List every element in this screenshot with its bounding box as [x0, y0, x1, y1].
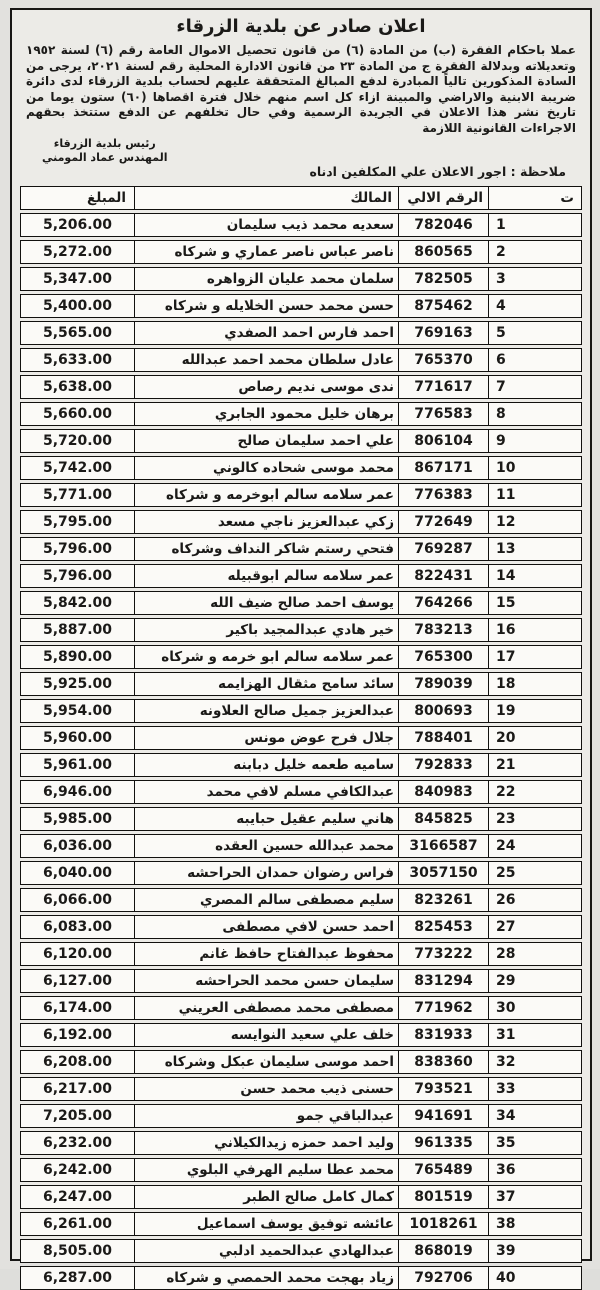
row-auto-number: 765300: [399, 646, 489, 668]
row-amount: 5,960.00: [21, 727, 135, 749]
table-row: [20, 861, 582, 885]
row-amount: 5,985.00: [21, 808, 135, 830]
row-serial: 19: [496, 703, 516, 719]
row-auto-number: 823261: [399, 889, 489, 911]
row-owner-name: سعديه محمد ذيب سليمان: [135, 214, 399, 236]
row-auto-number: 769163: [399, 322, 489, 344]
row-amount: 6,083.00: [21, 916, 135, 938]
row-owner-name: محمد موسى شحاده كالوني: [135, 457, 399, 479]
fees-note: ملاحظة : اجور الاعلان علي المكلفين ادناه: [309, 164, 566, 179]
table-row: [20, 375, 582, 399]
announcement-body-paragraph: عملا باحكام الفقرة (ب) من المادة (٦) من قانون تحصيل الاموال العامة رقم (٦) لسنة ١٩٥٢ وتعديلاته وبدلالة الفقرة ج من المادة ٢٣ من قانون الادارة المحلية رقم لسنة ٢٠٢١، يرجى من السادة المذكورين تالياً المبادرة لدفع المبالغ المتحققة عليهم لحساب بلدية الزرقاء لدى دائرة ضريبة الابنية والاراضي والمبينة ازاء كل اسم منهم خلال فترة اقصاها (٦٠) ستون يوما من تاريخ نشر هذا الاعلان في الجريدة الرسمية وفي حال تخلفهم عن الدفع ستتخذ بحقهم الاجراءات القانونية اللازمة: [26, 43, 577, 135]
row-auto-number: 782046: [399, 214, 489, 236]
row-owner-name: احمد فارس احمد الصفدي: [135, 322, 399, 344]
table-row: [20, 1212, 582, 1236]
row-amount: 6,946.00: [21, 781, 135, 803]
row-auto-number: 773222: [399, 943, 489, 965]
row-auto-number: 831294: [399, 970, 489, 992]
table-row: [20, 834, 582, 858]
row-auto-number: 831933: [399, 1024, 489, 1046]
row-owner-name: وليد احمد حمزه زيدالكيلاني: [135, 1132, 399, 1154]
row-amount: 6,174.00: [21, 997, 135, 1019]
debtors-table: [18, 186, 584, 1290]
row-auto-number: 792706: [399, 1267, 489, 1289]
row-auto-number: 782505: [399, 268, 489, 290]
table-body: [20, 213, 582, 1290]
row-owner-name: زياد بهجت محمد الحمصي و شركاه: [135, 1267, 399, 1289]
row-auto-number: 793521: [399, 1078, 489, 1100]
row-serial: 3: [496, 271, 506, 287]
row-owner-name: حسن محمد حسن الخلايله و شركاه: [135, 295, 399, 317]
row-serial: 24: [496, 838, 516, 854]
row-auto-number: 776583: [399, 403, 489, 425]
row-owner-name: فتحي رستم شاكر النداف وشركاه: [135, 538, 399, 560]
row-serial: 6: [496, 352, 506, 368]
table-row: [20, 645, 582, 669]
row-amount: 8,505.00: [21, 1240, 135, 1262]
table-row: [20, 267, 582, 291]
row-owner-name: علي احمد سليمان صالح: [135, 430, 399, 452]
signature-and-note-zone: [18, 136, 584, 182]
table-row: [20, 213, 582, 237]
table-row: [20, 807, 582, 831]
row-serial: 12: [496, 514, 516, 530]
row-auto-number: 961335: [399, 1132, 489, 1154]
row-serial: 4: [496, 298, 506, 314]
row-owner-name: حسنى ذيب محمد حسن: [135, 1078, 399, 1100]
row-owner-name: هاني سليم عقيل حبايبه: [135, 808, 399, 830]
row-amount: 6,208.00: [21, 1051, 135, 1073]
row-serial: 27: [496, 919, 516, 935]
row-amount: 5,272.00: [21, 241, 135, 263]
row-amount: 5,565.00: [21, 322, 135, 344]
row-serial: 5: [496, 325, 506, 341]
row-amount: 5,842.00: [21, 592, 135, 614]
table-row: [20, 564, 582, 588]
row-serial: 9: [496, 433, 506, 449]
row-auto-number: 771617: [399, 376, 489, 398]
row-auto-number: 772649: [399, 511, 489, 533]
row-amount: 6,120.00: [21, 943, 135, 965]
table-row: [20, 591, 582, 615]
table-row: [20, 321, 582, 345]
row-serial: 38: [496, 1216, 516, 1232]
row-amount: 6,247.00: [21, 1186, 135, 1208]
row-serial: 2: [496, 244, 506, 260]
row-owner-name: ساميه طعمه خليل دبابنه: [135, 754, 399, 776]
row-owner-name: عادل سلطان محمد احمد عبدالله: [135, 349, 399, 371]
table-row: [20, 510, 582, 534]
table-row: [20, 429, 582, 453]
row-amount: 5,720.00: [21, 430, 135, 452]
table-row: [20, 402, 582, 426]
row-serial: 33: [496, 1081, 516, 1097]
table-row: [20, 969, 582, 993]
row-serial: 14: [496, 568, 516, 584]
row-serial: 30: [496, 1000, 516, 1016]
row-owner-name: محفوظ عبدالفتاح حافظ غانم: [135, 943, 399, 965]
row-auto-number: 764266: [399, 592, 489, 614]
row-owner-name: احمد موسى سليمان عبكل وشركاه: [135, 1051, 399, 1073]
row-auto-number: 875462: [399, 295, 489, 317]
table-row: [20, 537, 582, 561]
row-amount: 5,890.00: [21, 646, 135, 668]
row-auto-number: 765370: [399, 349, 489, 371]
row-auto-number: 806104: [399, 430, 489, 452]
header-serial: ت: [560, 190, 574, 206]
row-owner-name: عبدالكافي مسلم لافي محمد: [135, 781, 399, 803]
row-serial: 17: [496, 649, 516, 665]
row-owner-name: عبدالباقي جمو: [135, 1105, 399, 1127]
row-amount: 5,206.00: [21, 214, 135, 236]
row-serial: 22: [496, 784, 516, 800]
row-amount: 5,771.00: [21, 484, 135, 506]
table-row: [20, 996, 582, 1020]
row-auto-number: 776383: [399, 484, 489, 506]
row-auto-number: 789039: [399, 673, 489, 695]
row-auto-number: 868019: [399, 1240, 489, 1262]
row-auto-number: 800693: [399, 700, 489, 722]
row-serial: 16: [496, 622, 516, 638]
table-row: [20, 618, 582, 642]
row-owner-name: عمر سلامه سالم ابوخرمه و شركاه: [135, 484, 399, 506]
row-amount: 6,036.00: [21, 835, 135, 857]
table-row: [20, 1239, 582, 1263]
row-serial: 37: [496, 1189, 516, 1205]
row-amount: 5,795.00: [21, 511, 135, 533]
row-owner-name: عائشه توفيق يوسف اسماعيل: [135, 1213, 399, 1235]
row-amount: 6,232.00: [21, 1132, 135, 1154]
row-amount: 5,400.00: [21, 295, 135, 317]
row-owner-name: عبدالهادي عبدالحميد ادلبي: [135, 1240, 399, 1262]
row-serial: 21: [496, 757, 516, 773]
table-row: [20, 780, 582, 804]
row-serial: 39: [496, 1243, 516, 1259]
row-serial: 13: [496, 541, 516, 557]
row-amount: 6,217.00: [21, 1078, 135, 1100]
row-amount: 5,633.00: [21, 349, 135, 371]
row-owner-name: خلف علي سعيد النوايسه: [135, 1024, 399, 1046]
row-amount: 5,347.00: [21, 268, 135, 290]
table-row: [20, 240, 582, 264]
row-owner-name: فراس رضوان حمدان الحراحشه: [135, 862, 399, 884]
row-serial: 31: [496, 1027, 516, 1043]
table-row: [20, 1023, 582, 1047]
row-owner-name: عبدالعزيز جميل صالح العلاونه: [135, 700, 399, 722]
row-amount: 5,638.00: [21, 376, 135, 398]
row-owner-name: كمال كامل صالح الطبر: [135, 1186, 399, 1208]
row-serial: 15: [496, 595, 516, 611]
table-row: [20, 294, 582, 318]
row-serial: 28: [496, 946, 516, 962]
row-auto-number: 822431: [399, 565, 489, 587]
row-owner-name: سلمان محمد عليان الزواهره: [135, 268, 399, 290]
row-owner-name: يوسف احمد صالح ضيف الله: [135, 592, 399, 614]
row-owner-name: عمر سلامه سالم ابوقبيله: [135, 565, 399, 587]
row-auto-number: 783213: [399, 619, 489, 641]
row-auto-number: 941691: [399, 1105, 489, 1127]
table-row: [20, 699, 582, 723]
signature-title: رئيس بلدية الزرقاء: [53, 137, 156, 150]
header-auto-number: الرقم الالي: [399, 187, 489, 209]
row-amount: 5,954.00: [21, 700, 135, 722]
row-serial: 40: [496, 1270, 516, 1286]
signature-name: المهندس عماد المومني: [42, 151, 168, 164]
row-auto-number: 771962: [399, 997, 489, 1019]
row-auto-number: 845825: [399, 808, 489, 830]
row-serial: 25: [496, 865, 516, 881]
row-serial: 23: [496, 811, 516, 827]
row-amount: 6,040.00: [21, 862, 135, 884]
row-amount: 7,205.00: [21, 1105, 135, 1127]
row-auto-number: 838360: [399, 1051, 489, 1073]
row-auto-number: 840983: [399, 781, 489, 803]
row-serial: 20: [496, 730, 516, 746]
table-row: [20, 888, 582, 912]
row-auto-number: 860565: [399, 241, 489, 263]
table-row: [20, 1104, 582, 1128]
row-auto-number: 825453: [399, 916, 489, 938]
row-serial: 29: [496, 973, 516, 989]
row-owner-name: محمد عطا سليم الهرفي البلوي: [135, 1159, 399, 1181]
row-amount: 6,242.00: [21, 1159, 135, 1181]
table-header-row: [20, 186, 582, 210]
row-serial: 26: [496, 892, 516, 908]
row-serial: 34: [496, 1108, 516, 1124]
signature-block: [42, 137, 168, 165]
table-row: [20, 348, 582, 372]
row-owner-name: احمد حسن لافي مصطفى: [135, 916, 399, 938]
table-row: [20, 726, 582, 750]
row-owner-name: سليم مصطفى سالم المصري: [135, 889, 399, 911]
row-auto-number: 3166587: [399, 835, 489, 857]
row-serial: 18: [496, 676, 516, 692]
row-owner-name: خير هادي عبدالمجيد باكير: [135, 619, 399, 641]
table-row: [20, 672, 582, 696]
table-row: [20, 1158, 582, 1182]
row-amount: 5,925.00: [21, 673, 135, 695]
row-serial: 35: [496, 1135, 516, 1151]
row-serial: 7: [496, 379, 506, 395]
row-amount: 5,961.00: [21, 754, 135, 776]
header-owner: المالك: [135, 187, 399, 209]
row-owner-name: زكي عبدالعزيز ناجي مسعد: [135, 511, 399, 533]
row-serial: 1: [496, 217, 506, 233]
row-owner-name: محمد عبدالله حسين العقده: [135, 835, 399, 857]
row-auto-number: 867171: [399, 457, 489, 479]
row-auto-number: 769287: [399, 538, 489, 560]
table-row: [20, 753, 582, 777]
table-row: [20, 483, 582, 507]
row-amount: 6,127.00: [21, 970, 135, 992]
table-row: [20, 1050, 582, 1074]
row-owner-name: سليمان حسن محمد الحراحشه: [135, 970, 399, 992]
row-amount: 5,796.00: [21, 538, 135, 560]
row-owner-name: مصطفى محمد مصطفى العريني: [135, 997, 399, 1019]
row-auto-number: 788401: [399, 727, 489, 749]
row-auto-number: 801519: [399, 1186, 489, 1208]
row-owner-name: ندى موسى نديم رصاص: [135, 376, 399, 398]
row-amount: 6,287.00: [21, 1267, 135, 1289]
row-auto-number: 1018261: [399, 1213, 489, 1235]
row-serial: 8: [496, 406, 506, 422]
row-serial: 32: [496, 1054, 516, 1070]
table-row: [20, 1131, 582, 1155]
table-row: [20, 456, 582, 480]
table-row: [20, 1185, 582, 1209]
row-serial: 11: [496, 487, 516, 503]
announcement-frame: [10, 8, 592, 1286]
row-owner-name: ناصر عباس ناصر عماري و شركاه: [135, 241, 399, 263]
row-auto-number: 792833: [399, 754, 489, 776]
row-serial: 36: [496, 1162, 516, 1178]
row-amount: 6,192.00: [21, 1024, 135, 1046]
row-serial: 10: [496, 460, 516, 476]
row-amount: 5,887.00: [21, 619, 135, 641]
table-row: [20, 915, 582, 939]
row-amount: 5,796.00: [21, 565, 135, 587]
table-row: [20, 1266, 582, 1290]
table-row: [20, 1077, 582, 1101]
row-amount: 6,066.00: [21, 889, 135, 911]
row-amount: 6,261.00: [21, 1213, 135, 1235]
row-owner-name: جلال فرح عوض مونس: [135, 727, 399, 749]
row-amount: 5,742.00: [21, 457, 135, 479]
row-auto-number: 765489: [399, 1159, 489, 1181]
row-owner-name: عمر سلامه سالم ابو خرمه و شركاه: [135, 646, 399, 668]
row-auto-number: 3057150: [399, 862, 489, 884]
header-amount: المبلغ: [21, 187, 135, 209]
row-amount: 5,660.00: [21, 403, 135, 425]
row-owner-name: سائد سامح مثقال الهزايمه: [135, 673, 399, 695]
announcement-title: اعلان صادر عن بلدية الزرقاء: [176, 16, 426, 37]
row-owner-name: برهان خليل محمود الجابري: [135, 403, 399, 425]
table-row: [20, 942, 582, 966]
